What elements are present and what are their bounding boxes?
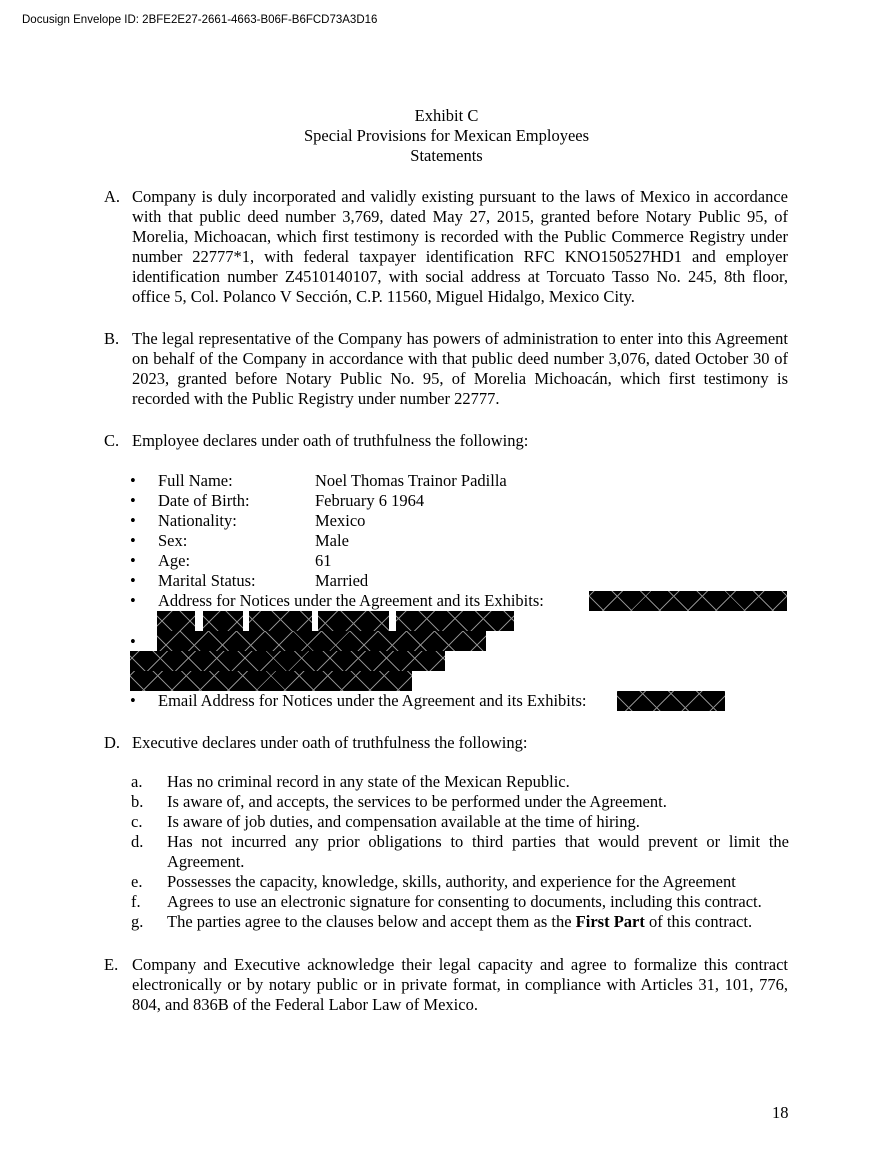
list-text bbox=[167, 912, 789, 932]
field-value: Mexico bbox=[315, 511, 366, 530]
redaction-block bbox=[130, 651, 445, 671]
bullet: • bbox=[130, 591, 136, 610]
employee-details-list bbox=[130, 471, 790, 611]
redaction-block bbox=[589, 591, 787, 611]
section-text: Company is duly incorporated and validly existing pursuant to the laws of Mexico in accordance with that public deed number 3,769, dated May 27, 2015, granted before Notary Public 95, of Morelia, Michoacan, which first testimony is recorded with the Public Commerce Registry under number 22777*1, with federal taxpayer identification RFC KNO150527HD1 and employer identification number Z4510140107, with social address at Torcuato Tasso No. 245, 8th floor, office 5, Col. Polanco V Sección, C.P. 11560, Miguel Hidalgo, Mexico City. bbox=[132, 187, 788, 306]
list-text-before: The parties agree to the clauses below and accept them as the bbox=[167, 912, 576, 931]
list-text: Has not incurred any prior obligations to third parties that would prevent or limit the Agreement. bbox=[167, 832, 789, 871]
list-item bbox=[130, 551, 790, 571]
section-letter: E. bbox=[104, 955, 119, 974]
section-b bbox=[104, 329, 788, 409]
field-label: Full Name: bbox=[158, 471, 233, 490]
email-label: Email Address for Notices under the Agreement and its Exhibits: bbox=[158, 691, 587, 710]
exhibit-title: Exhibit C bbox=[414, 106, 479, 125]
list-text: Possesses the capacity, knowledge, skills, authority, and experience for the Agreement bbox=[167, 872, 736, 891]
redaction-block bbox=[617, 691, 725, 711]
section-text: Executive declares under oath of truthfulness the following: bbox=[132, 733, 528, 752]
list-item bbox=[130, 491, 790, 511]
list-item bbox=[131, 832, 789, 872]
list-marker: b. bbox=[131, 792, 144, 811]
field-value: Male bbox=[315, 531, 349, 550]
list-item bbox=[131, 912, 789, 932]
section-letter: B. bbox=[104, 329, 120, 348]
address-label: Address for Notices under the Agreement and its Exhibits: bbox=[158, 591, 544, 610]
list-item bbox=[130, 531, 790, 551]
field-value: February 6 1964 bbox=[315, 491, 425, 510]
bullet: • bbox=[130, 551, 136, 570]
field-value: Noel Thomas Trainor Padilla bbox=[315, 471, 507, 490]
field-label: Marital Status: bbox=[158, 571, 256, 590]
field-label: Nationality: bbox=[158, 511, 237, 530]
redaction-block bbox=[203, 611, 243, 631]
exhibit-heading bbox=[0, 106, 893, 166]
list-item bbox=[130, 571, 790, 591]
redaction-block bbox=[396, 611, 514, 631]
bullet: • bbox=[130, 571, 136, 590]
section-text: Company and Executive acknowledge their legal capacity and agree to formalize this contract electronically or by notary public or in private format, in compliance with Articles 31, 101, 776, 804, and 836B of the Federal Labor Law of Mexico. bbox=[132, 955, 788, 1014]
bullet: • bbox=[130, 531, 136, 550]
bullet: • bbox=[130, 691, 136, 710]
list-item bbox=[131, 772, 789, 792]
section-text: Employee declares under oath of truthfulness the following: bbox=[132, 431, 529, 450]
bullet: • bbox=[130, 491, 136, 510]
list-marker: d. bbox=[131, 832, 144, 851]
redaction-block bbox=[157, 631, 486, 651]
section-text: The legal representative of the Company has powers of administration to enter into this Agreement on behalf of the Company in accordance with that public deed number 3,076, dated October 30 of 2023, granted before Notary Public No. 95, of Morelia Michoacán, which first testimony is recorded with the Public Registry under number 22777. bbox=[132, 329, 788, 408]
envelope-id: Docusign Envelope ID: 2BFE2E27-2661-4663-B06F-B6FCD73A3D16 bbox=[22, 14, 378, 26]
list-marker: f. bbox=[131, 892, 141, 911]
field-value: 61 bbox=[315, 551, 332, 570]
list-text: Agrees to use an electronic signature for consenting to documents, including this contract. bbox=[167, 892, 762, 911]
list-text: Is aware of, and accepts, the services to be performed under the Agreement. bbox=[167, 792, 667, 811]
list-text: Has no criminal record in any state of the Mexican Republic. bbox=[167, 772, 570, 791]
bullet: • bbox=[130, 471, 136, 490]
list-marker: c. bbox=[131, 812, 143, 831]
section-letter: A. bbox=[104, 187, 121, 206]
redaction-block bbox=[130, 671, 412, 691]
redaction-block bbox=[318, 611, 389, 631]
section-d bbox=[104, 733, 788, 753]
list-item-redacted bbox=[130, 632, 160, 652]
list-item bbox=[131, 892, 789, 912]
list-item bbox=[131, 812, 789, 832]
list-marker: a. bbox=[131, 772, 143, 791]
section-letter: C. bbox=[104, 431, 120, 450]
section-e bbox=[104, 955, 788, 1015]
field-label: Date of Birth: bbox=[158, 491, 250, 510]
list-marker: g. bbox=[131, 912, 144, 931]
list-text: Is aware of job duties, and compensation available at the time of hiring. bbox=[167, 812, 640, 831]
list-item bbox=[131, 792, 789, 812]
bullet: • bbox=[130, 511, 136, 530]
section-a bbox=[104, 187, 788, 307]
page-number: 18 bbox=[772, 1103, 789, 1122]
list-item bbox=[131, 872, 789, 892]
first-part-emphasis: First Part bbox=[575, 912, 645, 931]
list-item bbox=[130, 471, 790, 491]
list-item bbox=[130, 511, 790, 531]
redaction-block bbox=[157, 611, 195, 631]
list-marker: e. bbox=[131, 872, 143, 891]
field-label: Age: bbox=[158, 551, 191, 570]
exhibit-subtitle: Special Provisions for Mexican Employees bbox=[303, 126, 590, 145]
field-value: Married bbox=[315, 571, 369, 590]
redaction-block bbox=[249, 611, 312, 631]
field-label: Sex: bbox=[158, 531, 188, 550]
section-c bbox=[104, 431, 788, 451]
list-text-after: of this contract. bbox=[644, 912, 753, 931]
executive-declarations-list bbox=[131, 772, 789, 932]
exhibit-section-title: Statements bbox=[410, 146, 483, 165]
section-letter: D. bbox=[104, 733, 121, 752]
bullet: • bbox=[130, 632, 136, 651]
